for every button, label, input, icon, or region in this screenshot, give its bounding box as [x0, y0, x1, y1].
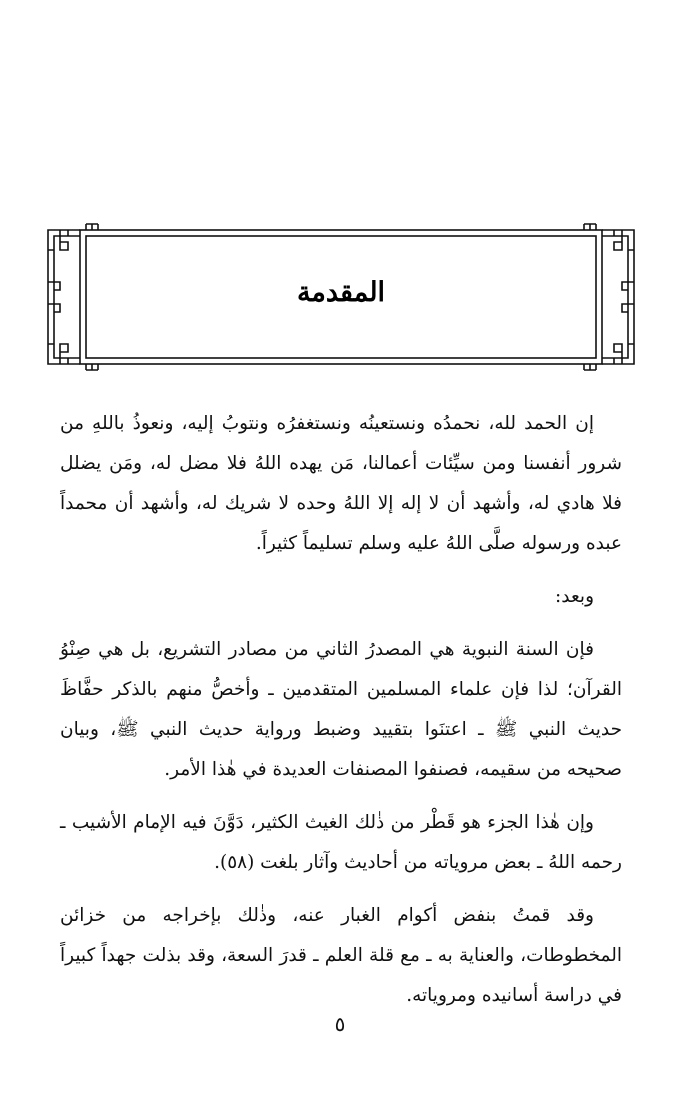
body-text: [60, 404, 622, 1016]
paragraph: وقد قمتُ بنفض أكوام الغبار عنه، وذٰلك بإخراجه من خزائن المخطوطات، والعناية به ـ مع قلة العلم ـ قدرَ السعة، وقد بذلت جهداً كبيراً في دراسة أسانيده ومروياته.: [60, 905, 622, 1006]
title-frame: [40, 222, 642, 372]
page-number: ٥: [334, 1012, 346, 1036]
page-title: المقدمة: [296, 277, 386, 308]
paragraph: وإن هٰذا الجزء هو قَطْر من ذٰلك الغيث الكثير، دَوَّنَ فيه الإمام الأشيب ـ رحمه اللهُ ـ بعض مروياته من أحاديث وآثار بلغت (٥٨).: [60, 812, 622, 873]
paragraph: وبعد:: [555, 586, 594, 607]
paragraph: إن الحمد لله، نحمدُه ونستعينُه ونستغفرُه ونتوبُ إليه، ونعوذُ باللهِ من شرور أنفسنا ومن سيِّئات أعمالنا، مَن يهده اللهُ فلا مضل له، ومَن يضلل فلا هادي له، وأشهد أن لا إله إلا اللهُ وحده لا شريك له، وأشهد أن محمداً عبده ورسوله صلَّى اللهُ عليه وسلم تسليماً كثيراً.: [60, 413, 622, 554]
paragraph: فإن السنة النبوية هي المصدرُ الثاني من مصادر التشريع، بل هي صِنْوُ القرآن؛ لذا فإن علماء المسلمين المتقدمين ـ وأخصُّ منهم بالذكر حفَّاظَ حديث النبي ﷺ ـ اعتنَوا بتقييد وضبط ورواية حديث النبي ﷺ، وبيان صحيحه من سقيمه، فصنفوا المصنفات العديدة في هٰذا الأمر.: [60, 639, 622, 780]
